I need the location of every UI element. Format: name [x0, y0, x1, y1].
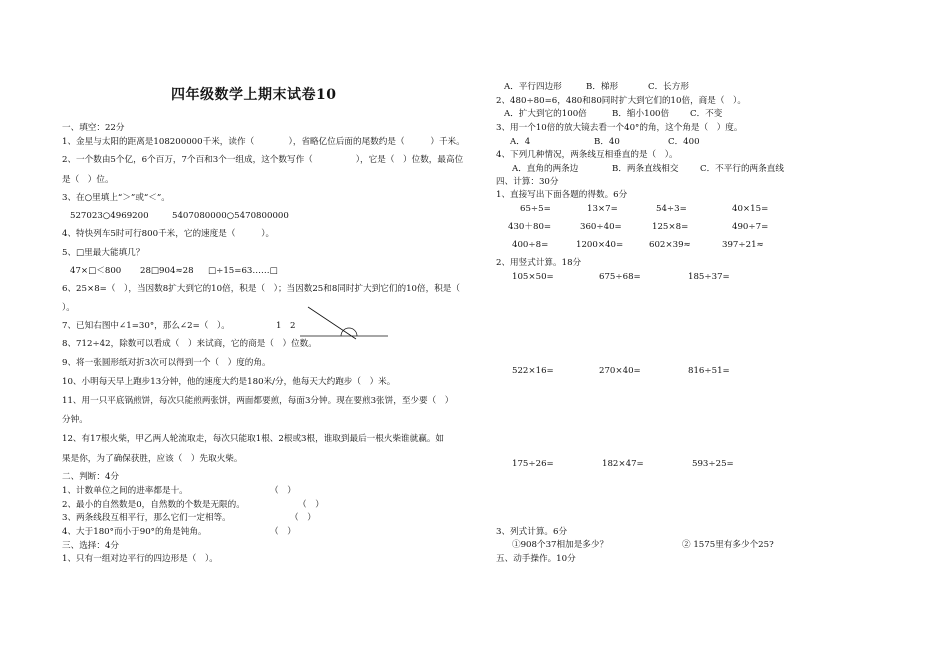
choice-2-option-c: C．不变	[690, 109, 723, 119]
fill-in-question-5: 5、□里最大能填几？	[62, 248, 145, 258]
judge-item-1: 1、计数单位之间的进率都是十。	[62, 486, 188, 496]
section-hands-on-heading: 五、动手操作。10分	[496, 554, 576, 564]
oral-calc-item: 1200×40=	[576, 240, 624, 250]
choice-1-option-a: A．平行四边形	[504, 82, 562, 92]
vertical-calc-item: 105×50=	[512, 272, 554, 282]
fill-in-question-9: 9、将一张圆形纸对折3次可以得到一个（ ）度的角。	[62, 358, 271, 368]
choice-question-4: 4、下列几种情况，两条线互相垂直的是（ ）。	[496, 150, 678, 160]
word-problem-1: ①908个37相加是多少？	[512, 540, 609, 550]
angle-label-2: 2	[290, 321, 296, 331]
oral-calc-item: 430＋80=	[508, 222, 552, 232]
calc-part-2-heading: 2、用竖式计算。18分	[496, 258, 582, 268]
exam-title: 四年级数学上期末试卷10	[171, 87, 337, 103]
choice-4-option-c: C．不平行的两条直线	[700, 164, 784, 174]
oral-calc-item: 40×15=	[732, 204, 769, 214]
compare-item-b: 5407080000○5470800000	[172, 211, 289, 221]
choice-question-1: 1、只有一组对边平行的四边形是（ ）。	[62, 554, 218, 564]
section-fill-in-heading: 一、填空：22分	[62, 123, 125, 133]
max-digit-item-b: 28□904≈28	[140, 266, 194, 276]
fill-in-question-12-line1: 12、有17根火柴，甲乙两人轮流取走，每次只能取1根、2根或3根，谁取到最后一根火柴谁就赢。如	[62, 434, 445, 444]
choice-3-option-a: A．4	[510, 137, 531, 147]
angle-label-1: 1	[276, 321, 282, 331]
fill-in-question-8: 8、712÷42，除数可以看成（ ）来试商，它的商是（ ）位数。	[62, 339, 317, 349]
vertical-calc-item: 675÷68=	[599, 272, 641, 282]
choice-question-2: 2、480÷80=6，480和80同时扩大到它们的10倍，商是（ ）。	[496, 96, 746, 106]
section-judge-heading: 二、判断：4分	[62, 472, 120, 482]
calc-part-1-heading: 1、直接写出下面各题的得数。6分	[496, 190, 628, 200]
fill-in-question-11-line1: 11、用一只平底锅煎饼，每次只能煎两张饼，两面都要煎，每面3分钟。现在要煎3张饼，至少要（ ）	[62, 396, 454, 406]
fill-in-question-6-line1: 6、25×8=（ ），当因数8扩大到它的10倍，积是（ ）；当因数25和8同时扩大到它们的10倍，积是（	[62, 284, 460, 294]
fill-in-question-2-line2: 是（ ）位。	[62, 175, 114, 185]
oral-calc-item: 490÷7=	[732, 222, 769, 232]
choice-question-3: 3、用一个10倍的放大镜去看一个40°的角，这个角是（ ）度。	[496, 123, 743, 133]
vertical-calc-item: 270×40=	[599, 366, 641, 376]
vertical-calc-item: 816÷51=	[688, 366, 730, 376]
max-digit-item-a: 47×□＜800	[70, 266, 122, 276]
choice-1-option-b: B．梯形	[586, 82, 619, 92]
fill-in-question-2-line1: 2、一个数由5个亿，6个百万，7个百和3个一组成，这个数写作（ ），它是（ ）位数，最高位	[62, 155, 464, 165]
calc-part-3-heading: 3、列式计算。6分	[496, 527, 568, 537]
fill-in-question-12-line2: 果是你，为了确保获胜，应该（ ）先取火柴。	[62, 454, 243, 464]
choice-2-option-a: A．扩大到它的100倍	[504, 109, 587, 119]
judge-item-1-paren: （ ）	[270, 486, 296, 496]
oral-calc-item: 54÷3=	[656, 204, 687, 214]
oral-calc-item: 125×8=	[652, 222, 689, 232]
choice-4-option-b: B．两条直线相交	[612, 164, 679, 174]
choice-3-option-b: B．40	[594, 137, 620, 147]
choice-2-option-b: B．缩小100倍	[612, 109, 670, 119]
judge-item-4-paren: （ ）	[270, 527, 296, 537]
compare-item-a: 527023○4969200	[70, 211, 149, 221]
judge-item-2-paren: （ ）	[298, 500, 324, 510]
section-choice-heading: 三、选择：4分	[62, 541, 120, 551]
judge-item-4: 4、大于180°而小于90°的角是钝角。	[62, 527, 207, 537]
vertical-calc-item: 175÷26=	[512, 459, 554, 469]
vertical-calc-item: 522×16=	[512, 366, 554, 376]
vertical-calc-item: 185÷37=	[688, 272, 730, 282]
oral-calc-item: 13×7=	[587, 204, 618, 214]
fill-in-question-10: 10、小明每天早上跑步13分钟，他的速度大约是180米/分，他每天大约跑步（ ）米。	[62, 377, 396, 387]
fill-in-question-6-line2: ）。	[62, 303, 75, 313]
max-digit-item-c: □÷15=63……□	[208, 266, 278, 276]
oral-calc-item: 397÷21≈	[722, 240, 764, 250]
choice-1-option-c: C．长方形	[648, 82, 689, 92]
oral-calc-item: 65÷5=	[520, 204, 551, 214]
judge-item-3: 3、两条线段互相平行，那么它们一定相等。	[62, 513, 231, 523]
oral-calc-item: 360÷40=	[580, 222, 622, 232]
word-problem-2: ② 1575里有多少个25?	[682, 540, 774, 550]
fill-in-question-3: 3、在○里填上“＞”或“＜”。	[62, 193, 170, 203]
section-calc-heading: 四、计算：30分	[496, 177, 559, 187]
oral-calc-item: 602×39≈	[649, 240, 691, 250]
vertical-calc-item: 593÷25=	[692, 459, 734, 469]
fill-in-question-7: 7、已知右图中∠1=30°，那么∠2=（ ）。	[62, 321, 230, 331]
vertical-calc-item: 182×47=	[602, 459, 644, 469]
choice-3-option-c: C．400	[668, 137, 700, 147]
fill-in-question-11-line2: 分钟。	[62, 415, 88, 425]
choice-4-option-a: A．直角的两条边	[512, 164, 579, 174]
angle-diagram	[300, 305, 390, 340]
judge-item-2: 2、最小的自然数是0，自然数的个数是无限的。	[62, 500, 245, 510]
oral-calc-item: 400÷8=	[512, 240, 549, 250]
fill-in-question-1: 1、金星与太阳的距离是108200000千米，读作（ ），省略亿位后面的尾数约是（ ）千米。	[62, 137, 465, 147]
fill-in-question-4: 4、特快列车5时可行800千米，它的速度是（ ）。	[62, 229, 275, 239]
judge-item-3-paren: （ ）	[290, 513, 316, 523]
